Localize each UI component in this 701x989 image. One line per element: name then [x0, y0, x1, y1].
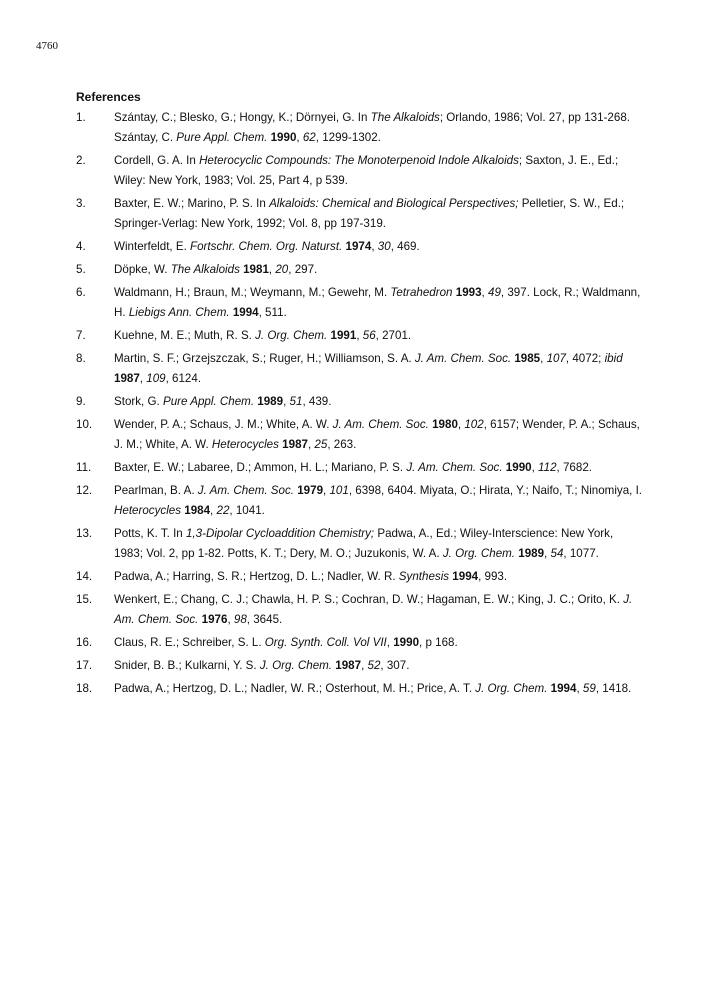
bold-segment: 1991: [330, 329, 357, 342]
text-segment: , 6157; Wender, P. A.; Schaus, J. M.; White, A. W.: [114, 418, 640, 451]
reference-text: [114, 656, 644, 676]
italic-segment: 109: [146, 372, 166, 385]
reference-item: [76, 567, 644, 587]
reference-item: [76, 458, 644, 478]
italic-segment: J. Am. Chem. Soc.: [197, 484, 294, 497]
reference-number: 16.: [76, 636, 93, 649]
text-segment: Waldmann, H.; Braun, M.; Weymann, M.; Gewehr, M.: [114, 286, 391, 299]
reference-text: [114, 151, 644, 191]
bold-segment: 1990: [393, 636, 420, 649]
reference-number: 12.: [76, 484, 93, 497]
italic-segment: Org. Synth. Coll. Vol VII: [264, 636, 387, 649]
italic-segment: 101: [329, 484, 349, 497]
reference-item: [76, 392, 644, 412]
page-number: 4760: [36, 40, 58, 52]
italic-segment: 62: [302, 131, 316, 144]
reference-item: [76, 656, 644, 676]
italic-segment: J. Org. Chem.: [475, 682, 548, 695]
text-segment: ,: [210, 504, 217, 517]
italic-segment: 49: [488, 286, 501, 299]
text-segment: , 511.: [258, 306, 287, 319]
bold-segment: 1994: [452, 570, 479, 583]
reference-item: [76, 349, 644, 389]
text-segment: ,: [371, 240, 378, 253]
reference-text: [114, 679, 644, 699]
reference-item: [76, 679, 644, 699]
text-segment: ,: [139, 372, 147, 385]
bold-segment: 1984: [184, 504, 211, 517]
reference-text: [114, 633, 644, 653]
bold-segment: 1985: [514, 352, 541, 365]
reference-number: 2.: [76, 154, 86, 167]
italic-segment: 30: [377, 240, 391, 253]
text-segment: ; Saxton, J. E., Ed.; Wiley: New York, 1983; Vol. 25, Part 4, p 539.: [114, 154, 619, 187]
text-segment: Wenkert, E.; Chang, C. J.; Chawla, H. P. S.; Cochran, D. W.; Hagaman, E. W.; King, J. C.; Orito, K.: [114, 593, 624, 606]
reference-text: [114, 524, 644, 564]
text-segment: , 297.: [288, 263, 318, 276]
reference-item: [76, 633, 644, 653]
reference-item: [76, 194, 644, 234]
italic-segment: Liebigs Ann. Chem.: [128, 306, 230, 319]
text-segment: Baxter, E. W.; Marino, P. S. In: [114, 197, 270, 210]
bold-segment: 1980: [432, 418, 458, 431]
text-segment: , 1418.: [595, 682, 632, 695]
italic-segment: Alkaloids: Chemical and Biological Perspectives;: [269, 197, 519, 210]
text-segment: , 2701.: [375, 329, 412, 342]
italic-segment: 112: [538, 461, 557, 474]
reference-number: 4.: [76, 240, 86, 253]
bold-segment: 1994: [232, 306, 259, 319]
bold-segment: 1987: [114, 372, 140, 385]
text-segment: ,: [531, 461, 539, 474]
text-segment: ,: [540, 352, 547, 365]
reference-text: [114, 283, 644, 323]
reference-number: 6.: [76, 286, 86, 299]
reference-item: [76, 415, 644, 455]
text-segment: , 439.: [302, 395, 332, 408]
italic-segment: Heterocycles: [114, 504, 182, 517]
text-segment: Padwa, A.; Harring, S. R.; Hertzog, D. L.; Nadler, W. R.: [114, 570, 399, 583]
reference-number: 17.: [76, 659, 93, 672]
italic-segment: Heterocycles: [211, 438, 279, 451]
text-segment: ; Orlando, 1986; Vol. 27, pp 131-268. Szántay, C.: [114, 111, 630, 144]
italic-segment: 56: [362, 329, 376, 342]
italic-segment: J. Org. Chem.: [442, 547, 516, 560]
italic-segment: J. Org. Chem.: [255, 329, 328, 342]
bold-segment: 1989: [257, 395, 284, 408]
italic-segment: The Alkaloids: [370, 111, 440, 124]
reference-item: [76, 237, 644, 257]
reference-text: [114, 481, 644, 521]
text-segment: , 1299-1302.: [315, 131, 381, 144]
reference-number: 3.: [76, 197, 86, 210]
text-segment: , 3645.: [246, 613, 283, 626]
text-segment: , 6398, 6404. Miyata, O.; Hirata, Y.; Naifo, T.; Ninomiya, I.: [348, 484, 643, 497]
italic-segment: Pure Appl. Chem.: [162, 395, 255, 408]
text-segment: , 1077.: [563, 547, 599, 560]
italic-segment: 102: [464, 418, 484, 431]
text-segment: ,: [576, 682, 583, 695]
text-segment: ,: [481, 286, 488, 299]
italic-segment: 59: [582, 682, 596, 695]
reference-text: [114, 458, 644, 478]
reference-number: 9.: [76, 395, 86, 408]
bold-segment: 1976: [201, 613, 228, 626]
italic-segment: Tetrahedron: [390, 286, 453, 299]
reference-text: [114, 326, 644, 346]
reference-number: 1.: [76, 111, 86, 124]
text-segment: , 7682.: [556, 461, 592, 474]
text-segment: , 6124.: [165, 372, 202, 385]
text-segment: ,: [307, 438, 315, 451]
text-segment: Pearlman, B. A.: [114, 484, 198, 497]
bold-segment: 1994: [550, 682, 577, 695]
text-segment: ,: [323, 484, 330, 497]
text-segment: , 993.: [478, 570, 508, 583]
italic-segment: 22: [216, 504, 230, 517]
text-segment: Potts, K. T. In: [114, 527, 186, 540]
reference-item: [76, 151, 644, 191]
bold-segment: 1993: [455, 286, 482, 299]
italic-segment: 54: [550, 547, 564, 560]
text-segment: Wender, P. A.; Schaus, J. M.; White, A. W.: [114, 418, 333, 431]
references-heading: References: [76, 90, 141, 104]
reference-list: [76, 108, 644, 702]
text-segment: , 469.: [390, 240, 420, 253]
text-segment: ,: [268, 263, 276, 276]
italic-segment: J. Org. Chem.: [259, 659, 333, 672]
reference-text: [114, 590, 644, 630]
italic-segment: ibid: [604, 352, 623, 365]
reference-item: [76, 326, 644, 346]
reference-number: 15.: [76, 593, 93, 606]
reference-text: [114, 194, 644, 234]
italic-segment: 1,3-Dipolar Cycloaddition Chemistry;: [185, 527, 375, 540]
reference-number: 18.: [76, 682, 93, 695]
reference-text: [114, 392, 644, 412]
reference-text: [114, 260, 644, 280]
bold-segment: 1974: [345, 240, 372, 253]
text-segment: Kuehne, M. E.; Muth, R. S.: [114, 329, 256, 342]
text-segment: Padwa, A., Ed.; Wiley-Interscience: New York, 1983; Vol. 2, pp 1-82. Potts, K. T.; Dery, M. O.; Juzukonis, W. A.: [114, 527, 614, 560]
italic-segment: J. Am. Chem. Soc.: [414, 352, 512, 365]
text-segment: Padwa, A.; Hertzog, D. L.; Nadler, W. R.; Osterhout, M. H.; Price, A. T.: [114, 682, 476, 695]
reference-item: [76, 260, 644, 280]
reference-text: [114, 237, 644, 257]
bold-segment: 1981: [243, 263, 269, 276]
text-segment: ,: [386, 636, 394, 649]
reference-number: 7.: [76, 329, 86, 342]
reference-text: [114, 567, 644, 587]
text-segment: ,: [544, 547, 551, 560]
bold-segment: 1987: [282, 438, 308, 451]
reference-item: [76, 481, 644, 521]
text-segment: ,: [296, 131, 303, 144]
text-segment: , 1041.: [229, 504, 265, 517]
italic-segment: The Alkaloids: [170, 263, 240, 276]
text-segment: Szántay, C.; Blesko, G.; Hongy, K.; Dörnyei, G. In: [114, 111, 371, 124]
text-segment: , 4072;: [565, 352, 605, 365]
italic-segment: 107: [546, 352, 566, 365]
text-segment: , p 168.: [419, 636, 458, 649]
reference-number: 5.: [76, 263, 86, 276]
italic-segment: 20: [275, 263, 289, 276]
reference-number: 10.: [76, 418, 93, 431]
reference-number: 11.: [76, 461, 92, 474]
italic-segment: 51: [289, 395, 303, 408]
text-segment: , 307.: [380, 659, 410, 672]
italic-segment: Synthesis: [398, 570, 450, 583]
italic-segment: 25: [314, 438, 328, 451]
text-segment: Snider, B. B.; Kulkarni, Y. S.: [114, 659, 260, 672]
text-segment: Martin, S. F.; Grzejszczak, S.; Ruger, H.; Williamson, S. A.: [114, 352, 415, 365]
italic-segment: J. Am. Chem. Soc.: [406, 461, 503, 474]
text-segment: Baxter, E. W.; Labaree, D.; Ammon, H. L.; Mariano, P. S.: [114, 461, 407, 474]
text-segment: Cordell, G. A. In: [114, 154, 200, 167]
bold-segment: 1990: [270, 131, 297, 144]
reference-number: 14.: [76, 570, 93, 583]
text-segment: ,: [457, 418, 465, 431]
bold-segment: 1990: [505, 461, 532, 474]
text-segment: Döpke, W.: [114, 263, 171, 276]
italic-segment: 52: [367, 659, 381, 672]
italic-segment: Heterocyclic Compounds: The Monoterpenoid Indole Alkaloids: [199, 154, 519, 167]
bold-segment: 1989: [518, 547, 545, 560]
text-segment: Stork, G.: [114, 395, 163, 408]
bold-segment: 1979: [297, 484, 324, 497]
italic-segment: Fortschr. Chem. Org. Naturst.: [190, 240, 343, 253]
reference-item: [76, 283, 644, 323]
reference-item: [76, 590, 644, 630]
italic-segment: Pure Appl. Chem.: [176, 131, 268, 144]
text-segment: ,: [283, 395, 290, 408]
text-segment: ,: [361, 659, 368, 672]
bold-segment: 1987: [335, 659, 362, 672]
italic-segment: 98: [233, 613, 247, 626]
text-segment: , 263.: [327, 438, 357, 451]
text-segment: Pelletier, S. W., Ed.; Springer-Verlag: New York, 1992; Vol. 8, pp 197-319.: [114, 197, 625, 230]
italic-segment: J. Am. Chem. Soc.: [332, 418, 429, 431]
text-segment: ,: [227, 613, 234, 626]
reference-text: [114, 349, 644, 389]
text-segment: ,: [356, 329, 363, 342]
italic-segment: J. Am. Chem. Soc.: [114, 593, 633, 626]
text-segment: Claus, R. E.; Schreiber, S. L.: [114, 636, 265, 649]
reference-number: 13.: [76, 527, 93, 540]
reference-text: [114, 415, 644, 455]
reference-item: [76, 524, 644, 564]
reference-number: 8.: [76, 352, 86, 365]
reference-item: [76, 108, 644, 148]
text-segment: Winterfeldt, E.: [114, 240, 191, 253]
reference-text: [114, 108, 644, 148]
text-segment: , 397. Lock, R.; Waldmann, H.: [114, 286, 641, 319]
